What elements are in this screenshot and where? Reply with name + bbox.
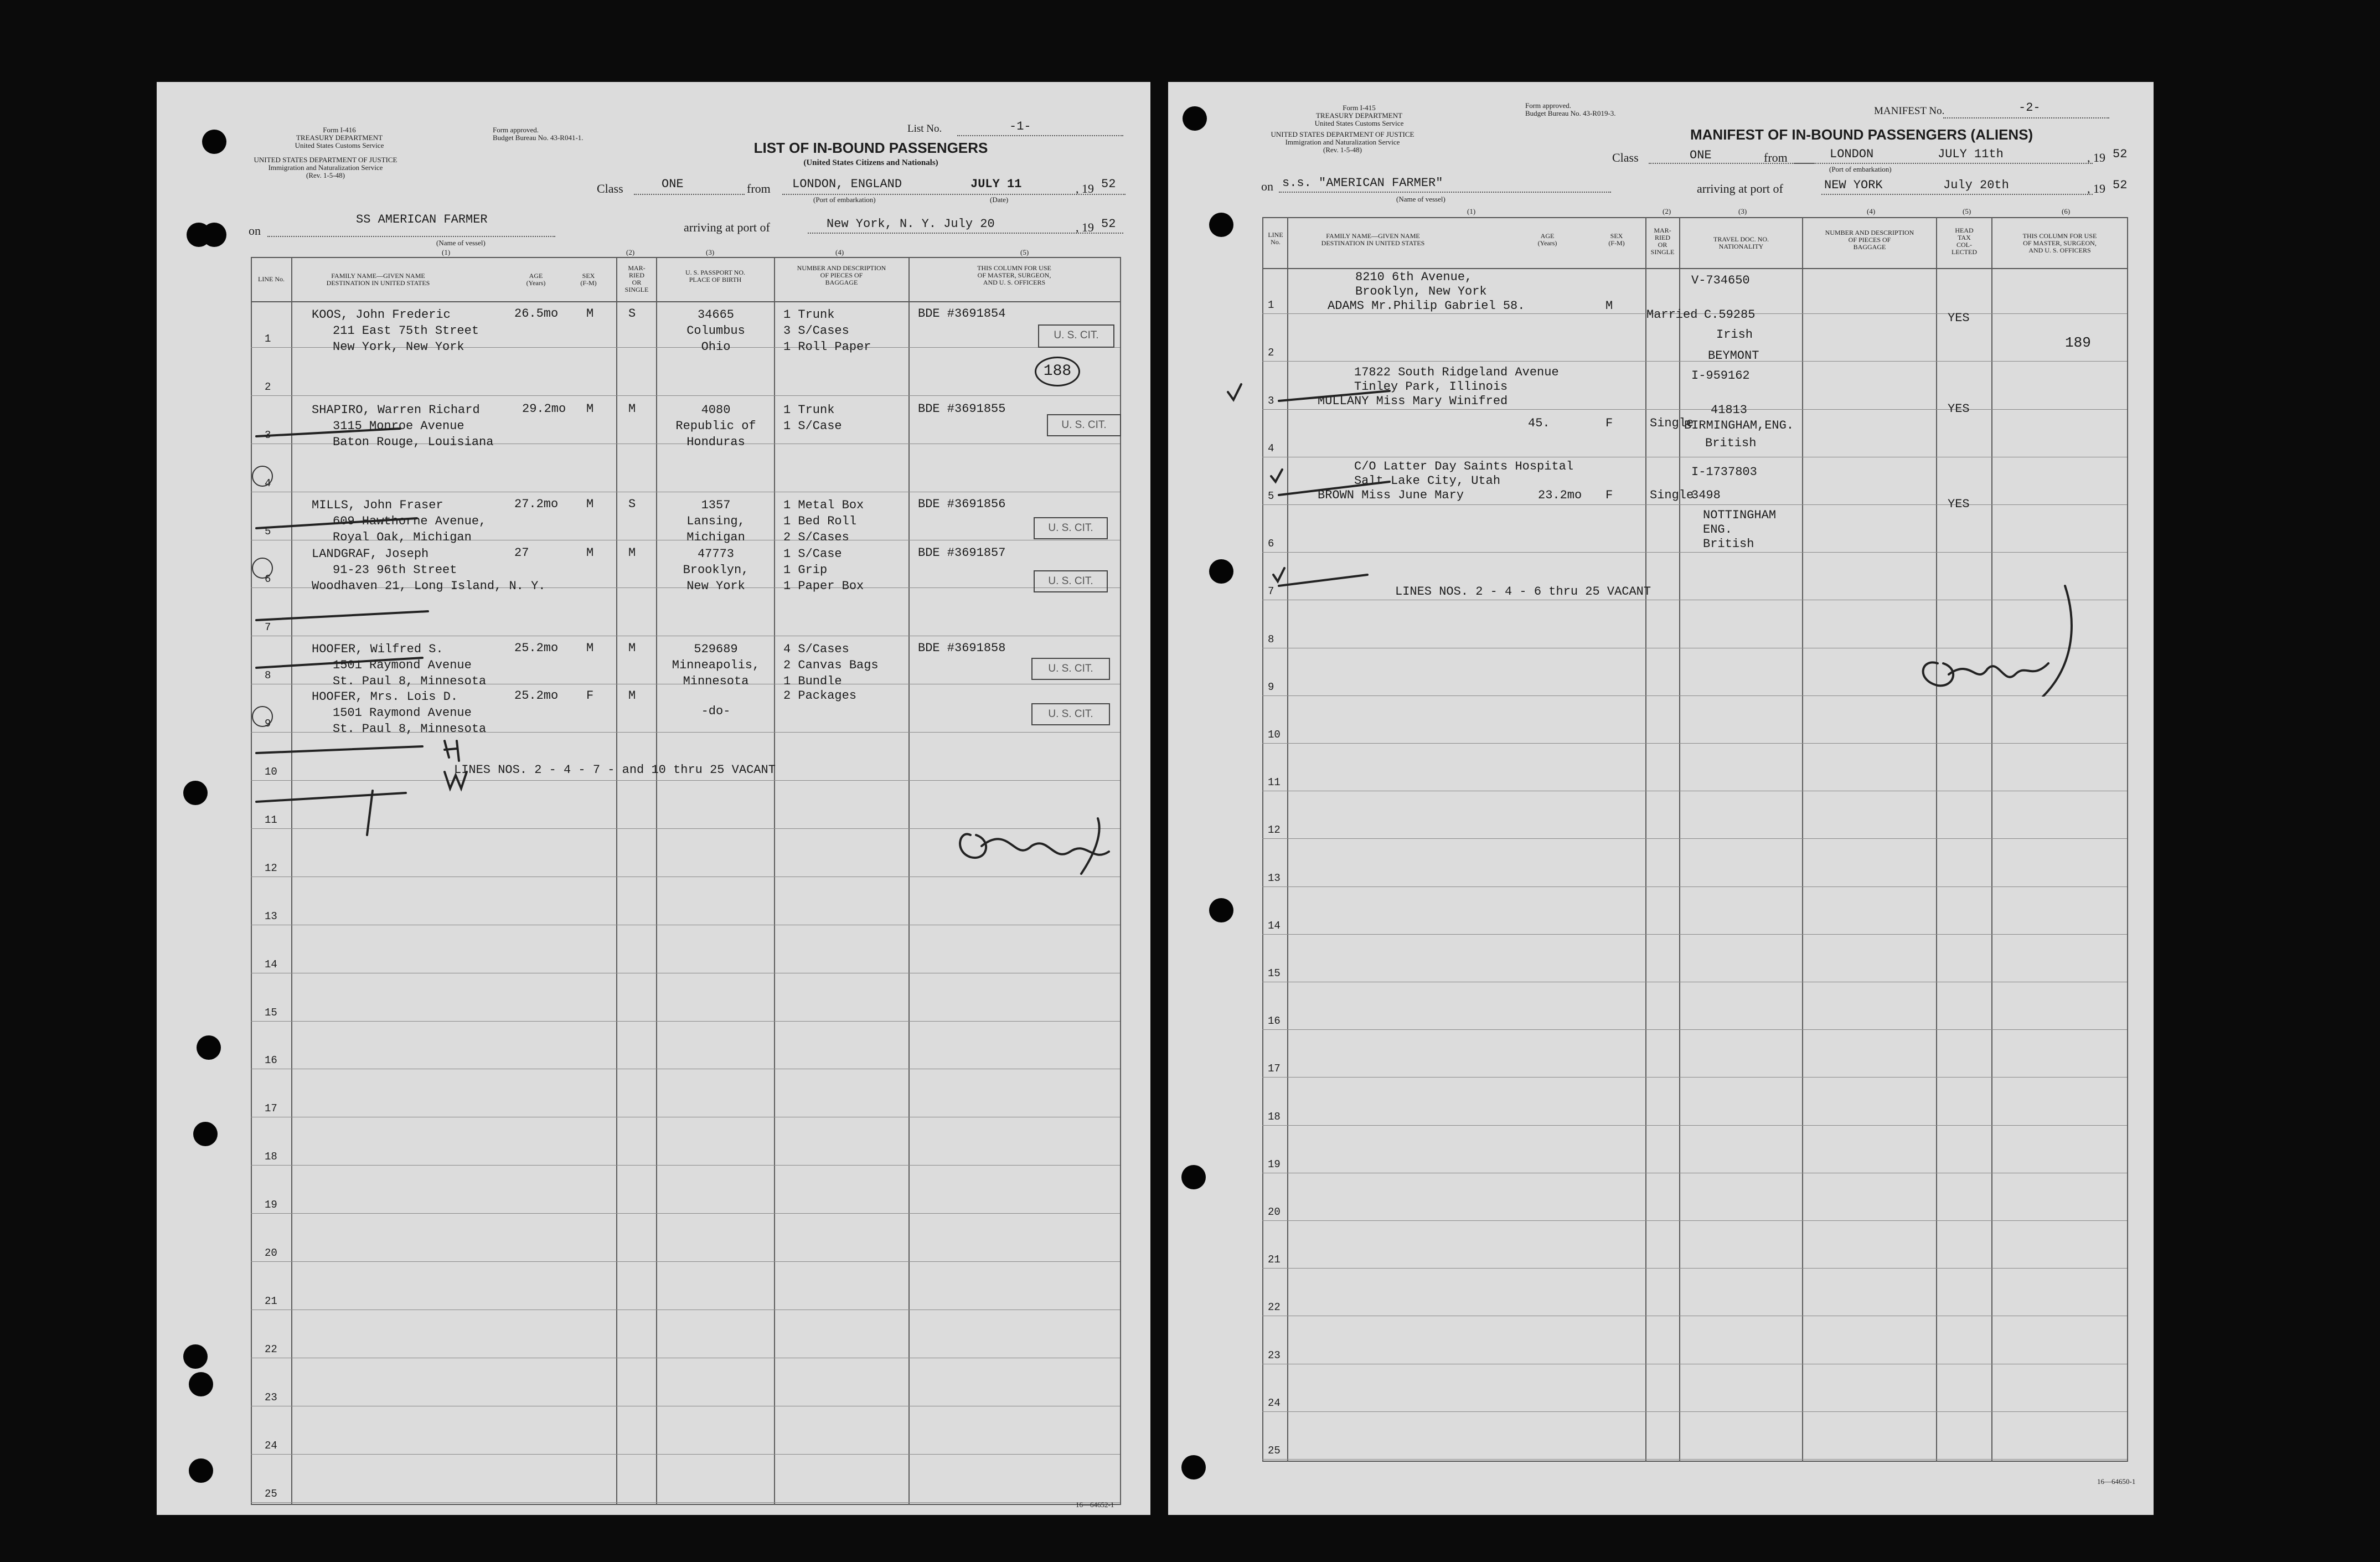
- baggage-item: 1 Paper Box: [783, 579, 864, 593]
- line-number: 15: [1268, 967, 1281, 980]
- baggage-item: 3 S/Cases: [783, 324, 849, 338]
- header-name: FAMILY NAME—GIVEN NAME DESTINATION IN UNITED STATES: [326, 272, 430, 287]
- on-label: on: [249, 224, 261, 238]
- punch-hole: [189, 1458, 213, 1483]
- arriving-label: arriving at port of: [1697, 182, 1783, 195]
- passenger-name: HOOFER, Wilfred S.: [312, 642, 443, 656]
- punch-hole: [1181, 1455, 1206, 1479]
- arrival-port: New York, N. Y. July 20: [827, 217, 995, 231]
- passenger-address: 17822 South Ridgeland Avenue: [1354, 365, 1559, 379]
- passenger-city: Brooklyn, New York: [1355, 285, 1487, 298]
- passport-no: 4080: [701, 403, 731, 417]
- right-manifest-page: [1168, 82, 2154, 1515]
- baggage-item: 4 S/Cases: [783, 642, 849, 656]
- doj-block: [1259, 131, 1426, 154]
- punch-hole: [202, 130, 226, 154]
- baggage-item: 1 Trunk: [783, 308, 835, 322]
- passenger-address: 91-23 96th Street: [333, 563, 457, 577]
- table-row-rule: [1262, 1268, 2127, 1269]
- year: 52: [1101, 177, 1116, 191]
- baggage-item: 1 Bed Roll: [783, 514, 857, 528]
- list-number: -1-: [1009, 120, 1031, 133]
- vessel-name: SS AMERICAN FARMER: [356, 213, 488, 226]
- table-row-rule: [1262, 886, 2127, 887]
- travel-doc-ref: 41813: [1711, 403, 1748, 417]
- baggage-item: 2 Canvas Bags: [783, 658, 879, 672]
- budget-number: Budget Bureau No. 43-R041-1.: [493, 133, 584, 142]
- budget-number: Budget Bureau No. 43-R019-3.: [1525, 109, 1616, 117]
- citizen-stamp: U. S. CIT.: [1034, 517, 1108, 539]
- passenger-marital: S: [628, 307, 636, 321]
- handwritten-marks: [240, 303, 1137, 879]
- passenger-age: 23.2mo: [1538, 488, 1582, 502]
- passenger-age: 25.2mo: [514, 641, 559, 655]
- passenger-address: C/O Latter Day Saints Hospital: [1354, 460, 1574, 473]
- embarkation-port: LONDON: [1830, 147, 1874, 161]
- travel-doc-ref: 3498: [1691, 488, 1721, 502]
- passenger-marital: Single: [1650, 416, 1694, 430]
- travel-doc-no: I-1737803: [1691, 465, 1757, 479]
- header-name: FAMILY NAME—GIVEN NAME DESTINATION IN UNITED STATES: [1321, 232, 1425, 247]
- column-number: (6): [2062, 207, 2071, 215]
- officer-entry: BDE #3691856: [918, 497, 1006, 511]
- department: TREASURY DEPARTMENT: [1315, 111, 1403, 120]
- birth-country: Honduras: [686, 435, 745, 449]
- travel-doc-ref: C.59285: [1704, 308, 1756, 322]
- line-number: 20: [265, 1247, 277, 1259]
- table-row-rule: [1262, 1077, 2127, 1078]
- left-manifest-page: [157, 82, 1150, 1515]
- service: United States Customs Service: [1314, 119, 1404, 127]
- birth-place: BIRMINGHAM,ENG.: [1684, 419, 1794, 432]
- header-head-tax: HEAD TAX COL- LECTED: [1952, 226, 1977, 256]
- line-number: 12: [1268, 824, 1281, 837]
- line-number: 10: [265, 766, 277, 778]
- birth-state: Minnesota: [683, 674, 749, 688]
- passenger-city: St. Paul 8, Minnesota: [333, 674, 487, 688]
- passenger-address: 8210 6th Avenue,: [1355, 270, 1473, 284]
- baggage-item: 1 Bundle: [783, 674, 842, 688]
- table-row-rule: [1262, 743, 2127, 744]
- form-id: Form I-415: [1343, 104, 1376, 112]
- passenger-name: HOOFER, Mrs. Lois D.: [312, 690, 458, 704]
- line-number: 13: [1268, 872, 1281, 884]
- line-number: 22: [1268, 1301, 1281, 1314]
- baggage-item: 2 Packages: [783, 689, 857, 703]
- class-label: Class: [597, 182, 623, 195]
- from-label: from: [1764, 151, 1788, 164]
- line-number: 1: [1268, 299, 1274, 312]
- officer-entry: BDE #3691854: [918, 307, 1006, 321]
- line-number: 25: [1268, 1445, 1281, 1457]
- department: TREASURY DEPARTMENT: [296, 133, 383, 142]
- birth-place: Minneapolis,: [672, 658, 760, 672]
- column-number: (3): [706, 248, 715, 256]
- approval-text: Form approved.: [1525, 101, 1572, 110]
- column-number: (1): [442, 248, 451, 256]
- revision: (Rev. 1-5-48): [306, 171, 345, 179]
- citizen-stamp: U. S. CIT.: [1047, 414, 1121, 436]
- passenger-sex: M: [586, 402, 594, 416]
- header-married: MAR- RIED OR SINGLE: [624, 264, 649, 293]
- passenger-name: MILLS, John Fraser: [312, 498, 443, 512]
- line-number: 16: [265, 1054, 277, 1067]
- column-number: (1): [1467, 207, 1476, 215]
- birth-state: Michigan: [686, 530, 745, 544]
- line-number: 24: [265, 1439, 277, 1452]
- passenger-marital: M: [628, 402, 636, 416]
- header-line-no: LINE No.: [258, 275, 285, 283]
- baggage-item: 1 Trunk: [783, 403, 835, 417]
- page-number-stamp: 188: [1035, 357, 1080, 386]
- punch-hole: [193, 1122, 218, 1146]
- passenger-age: 27: [514, 546, 529, 560]
- line-number: 7: [265, 621, 271, 634]
- line-number: 2: [265, 380, 271, 393]
- passenger-sex: M: [586, 546, 594, 560]
- passenger-name: KOOS, John Frederic: [312, 308, 451, 322]
- service: United States Customs Service: [295, 141, 384, 150]
- line-number: 3: [1268, 394, 1274, 407]
- line-number: 23: [1268, 1349, 1281, 1362]
- baggage-item: 1 S/Case: [783, 547, 842, 561]
- punch-hole: [183, 781, 208, 805]
- citizen-stamp: U. S. CIT.: [1031, 703, 1110, 725]
- table-row-rule: [251, 1454, 1120, 1455]
- passenger-address: 609 Hawthorne Avenue,: [333, 514, 487, 528]
- header-officers: THIS COLUMN FOR USE OF MASTER, SURGEON, AND U. S. OFFICERS: [977, 264, 1051, 286]
- form-footer-code: 16—64652-1: [1076, 1501, 1114, 1509]
- passport-no: -do-: [701, 704, 731, 718]
- line-number: 19: [265, 1199, 277, 1212]
- line-number: 5: [1268, 490, 1274, 502]
- passenger-sex: F: [1605, 416, 1613, 430]
- line-number: 4: [1268, 442, 1274, 455]
- passenger-city: Woodhaven 21, Long Island, N. Y.: [312, 579, 546, 593]
- line-number: 13: [265, 910, 277, 922]
- officer-entry: BDE #3691858: [918, 641, 1006, 655]
- baggage-item: 1 Grip: [783, 563, 828, 577]
- header-married: MAR- RIED OR SINGLE: [1650, 226, 1675, 256]
- punch-hole: [202, 223, 226, 247]
- embarkation-date: JULY 11th: [1938, 147, 2004, 161]
- header-age: AGE (Years): [1537, 232, 1557, 247]
- column-number: (2): [626, 248, 635, 256]
- embarkation-caption: (Port of embarkation): [1829, 165, 1892, 173]
- passenger-marital: M: [628, 546, 636, 560]
- passenger-city: St. Paul 8, Minnesota: [333, 722, 487, 736]
- ins-text: Immigration and Naturalization Service: [268, 163, 383, 172]
- passport-no: 1357: [701, 498, 731, 512]
- officer-entry: BDE #3691857: [918, 546, 1006, 560]
- column-number: (5): [1020, 248, 1029, 256]
- approval-block: [493, 126, 584, 142]
- class-value: ONE: [1690, 148, 1712, 162]
- column-number: (4): [835, 248, 844, 256]
- baggage-item: 1 Roll Paper: [783, 340, 871, 354]
- birth-state: New York: [686, 579, 745, 593]
- line-number: 4: [265, 477, 271, 489]
- vessel-caption: (Name of vessel): [436, 239, 486, 247]
- arrival-date: July 20th: [1943, 178, 2009, 192]
- line-number: 23: [265, 1391, 277, 1404]
- vessel-name: s.s. "AMERICAN FARMER": [1282, 176, 1443, 190]
- passport-no: 34665: [697, 308, 734, 322]
- citizen-stamp: U. S. CIT.: [1031, 658, 1110, 680]
- birth-place: NOTTINGHAM: [1703, 508, 1777, 522]
- passenger-name: LANDGRAF, Joseph: [312, 547, 429, 561]
- passenger-age: 29.2mo: [522, 402, 566, 416]
- header-passport: U. S. PASSPORT NO. PLACE OF BIRTH: [685, 269, 745, 283]
- passenger-sex: F: [586, 689, 594, 703]
- passenger-age: 26.5mo: [514, 307, 559, 321]
- page-subtitle: (United States Citizens and Nationals): [803, 158, 938, 167]
- manifest-number: -2-: [2018, 101, 2041, 115]
- passenger-name: BROWN Miss June Mary: [1318, 488, 1464, 502]
- birth-place: Brooklyn,: [683, 563, 749, 577]
- form-header-block: [1298, 104, 1420, 127]
- line-number: 19: [1268, 1158, 1281, 1171]
- passenger-marital: M: [628, 641, 636, 655]
- punch-hole: [197, 1035, 221, 1060]
- punch-hole: [189, 1372, 213, 1396]
- year-prefix: , 19: [2087, 151, 2105, 164]
- passenger-sex: M: [586, 307, 594, 321]
- line-number: 1: [265, 332, 271, 345]
- passenger-address: 211 East 75th Street: [333, 324, 479, 338]
- passenger-marital: Married: [1646, 308, 1698, 322]
- table-row-rule: [251, 1165, 1120, 1166]
- embarkation-caption: (Port of embarkation): [813, 195, 876, 204]
- line-number: 9: [265, 718, 271, 730]
- header-baggage: NUMBER AND DESCRIPTION OF PIECES OF BAGGAGE: [1825, 229, 1914, 251]
- line-number: 7: [1268, 585, 1274, 598]
- line-number: 12: [265, 862, 277, 874]
- header-travel-doc: TRAVEL DOC. NO. NATIONALITY: [1713, 235, 1769, 250]
- line-number: 6: [1268, 538, 1274, 550]
- header-sex: SEX (F-M): [580, 272, 597, 287]
- nationality: British: [1703, 537, 1754, 551]
- approval-block: [1525, 102, 1616, 117]
- table-row-rule: [1262, 1125, 2127, 1126]
- passenger-address: 1501 Raymond Avenue: [333, 706, 472, 720]
- line-number: 20: [1268, 1206, 1281, 1218]
- column-number: (3): [1738, 207, 1747, 215]
- embarkation-port: LONDON, ENGLAND: [792, 177, 902, 191]
- table-row-rule: [1262, 1029, 2127, 1030]
- birth-place: Columbus: [686, 324, 745, 338]
- passenger-sex: F: [1605, 488, 1613, 502]
- line-number: 2: [1268, 347, 1274, 359]
- arrival-port: NEW YORK: [1824, 178, 1883, 192]
- line-number: 25: [265, 1487, 277, 1500]
- arrival-year: 52: [1101, 217, 1116, 231]
- line-number: 3: [265, 429, 271, 441]
- passenger-city: Baton Rouge, Louisiana: [333, 435, 494, 449]
- travel-doc-no: V-734650: [1691, 274, 1750, 287]
- form-id: Form I-416: [323, 126, 356, 134]
- doj-block: [251, 156, 400, 179]
- list-no-label: List No.: [907, 123, 942, 135]
- passenger-age: 45.: [1528, 416, 1550, 430]
- table-row-rule: [1262, 1220, 2127, 1221]
- embarkation-date: JULY 11: [970, 177, 1022, 191]
- passenger-city: Royal Oak, Michigan: [333, 530, 472, 544]
- passenger-marital: M: [628, 689, 636, 703]
- passenger-address: 3115 Monroe Avenue: [333, 419, 464, 433]
- year-prefix: , 19: [2087, 182, 2105, 195]
- officer-entry: BDE #3691855: [918, 402, 1006, 416]
- passenger-age: 27.2mo: [514, 497, 559, 511]
- date-caption: (Date): [990, 195, 1009, 204]
- punch-hole: [1209, 898, 1233, 922]
- line-number: 21: [1268, 1254, 1281, 1266]
- baggage-item: 1 S/Case: [783, 419, 842, 433]
- class-label: Class: [1612, 151, 1639, 164]
- header-sex: SEX (F-M): [1608, 232, 1625, 247]
- header-age: AGE (Years): [526, 272, 546, 287]
- birth-place: Lansing,: [686, 514, 745, 528]
- nationality: British: [1705, 436, 1757, 450]
- doj-text: UNITED STATES DEPARTMENT OF JUSTICE: [1271, 130, 1414, 138]
- birth-country: ENG.: [1703, 523, 1732, 537]
- passenger-address: 1501 Raymond Avenue: [333, 658, 472, 672]
- from-label: from: [747, 182, 771, 195]
- punch-hole: [183, 1344, 208, 1369]
- birth-state: Ohio: [701, 340, 731, 354]
- form-footer-code: 16—64650-1: [2097, 1477, 2136, 1486]
- ins-text: Immigration and Naturalization Service: [1285, 138, 1400, 146]
- punch-hole: [1181, 1165, 1206, 1189]
- citizen-stamp: U. S. CIT.: [1034, 570, 1108, 592]
- baggage-item: 2 S/Cases: [783, 530, 849, 544]
- form-header-block: [278, 126, 400, 150]
- line-number: 17: [1268, 1063, 1281, 1075]
- head-tax-collected: YES: [1948, 402, 1970, 416]
- handwritten-marks: [1223, 276, 2131, 697]
- line-number: 6: [265, 573, 271, 586]
- table-row-rule: [251, 1261, 1120, 1262]
- line-number: 9: [1268, 681, 1274, 693]
- line-number: 15: [265, 1006, 277, 1019]
- passport-no: 529689: [694, 642, 738, 656]
- nationality: Irish: [1716, 328, 1753, 342]
- header-officers: THIS COLUMN FOR USE OF MASTER, SURGEON, AND U. S. OFFICERS: [2022, 232, 2097, 254]
- line-number: 22: [265, 1343, 277, 1355]
- passport-no: 47773: [697, 547, 734, 561]
- passenger-age: 25.2mo: [514, 689, 559, 703]
- passenger-name: MULLANY Miss Mary Winifred: [1318, 394, 1508, 408]
- line-number: 11: [265, 813, 277, 826]
- arrival-year: 52: [2113, 178, 2128, 192]
- line-number: 18: [265, 1151, 277, 1163]
- line-number: 8: [265, 669, 271, 682]
- table-row-rule: [1262, 838, 2127, 839]
- vessel-caption: (Name of vessel): [1396, 195, 1445, 203]
- line-number: 8: [1268, 633, 1274, 646]
- table-row-rule: [251, 1213, 1120, 1214]
- passenger-name: SHAPIRO, Warren Richard: [312, 403, 480, 417]
- line-number: 14: [1268, 919, 1281, 932]
- year-prefix: , 19: [1076, 182, 1094, 195]
- doj-text: UNITED STATES DEPARTMENT OF JUSTICE: [254, 156, 397, 164]
- passenger-city: Tinley Park, Illinois: [1354, 380, 1508, 394]
- page-number: 189: [2065, 334, 2091, 351]
- column-number: (5): [1963, 207, 1971, 215]
- line-number: 17: [265, 1102, 277, 1115]
- class-value: ONE: [662, 177, 684, 191]
- approval-text: Form approved.: [493, 126, 539, 134]
- table-row-rule: [1262, 934, 2127, 935]
- passenger-name: ADAMS Mr.Philip Gabriel 58.: [1328, 299, 1525, 313]
- line-number: 18: [1268, 1110, 1281, 1123]
- passenger-sex: M: [586, 497, 594, 511]
- manifest-no-label: MANIFEST No.: [1874, 105, 1945, 117]
- arriving-label: arriving at port of: [684, 220, 770, 234]
- passenger-marital: S: [628, 497, 636, 511]
- header-baggage: NUMBER AND DESCRIPTION OF PIECES OF BAGGAGE: [797, 264, 886, 286]
- vacant-lines-note: LINES NOS. 2 - 4 - 7 - and 10 thru 25 VACANT: [454, 763, 776, 777]
- head-tax-collected: YES: [1948, 497, 1970, 511]
- punch-hole: [1209, 213, 1233, 237]
- table-row-rule: [251, 1502, 1120, 1503]
- table-row-rule: [1262, 1411, 2127, 1412]
- punch-hole: [1183, 106, 1207, 131]
- head-tax-collected: YES: [1948, 311, 1970, 325]
- line-number: 5: [265, 525, 271, 538]
- travel-doc-no: I-959162: [1691, 369, 1750, 383]
- column-number: (2): [1663, 207, 1671, 215]
- passenger-sex: M: [586, 641, 594, 655]
- birth-place: BEYMONT: [1708, 349, 1759, 363]
- passenger-marital: Single: [1650, 488, 1694, 502]
- line-number: 14: [265, 958, 277, 971]
- year-prefix: , 19: [1076, 220, 1094, 234]
- baggage-item: 1 Metal Box: [783, 498, 864, 512]
- year: 52: [2113, 147, 2128, 161]
- line-number: 10: [1268, 729, 1281, 741]
- table-row-rule: [1262, 1459, 2127, 1460]
- on-label: on: [1261, 179, 1273, 193]
- citizen-stamp: U. S. CIT.: [1038, 324, 1114, 348]
- line-number: 24: [1268, 1396, 1281, 1409]
- passenger-city: New York, New York: [333, 340, 464, 354]
- column-number: (4): [1867, 207, 1876, 215]
- header-line-no: LINE No.: [1268, 231, 1283, 246]
- passenger-city: Salt Lake City, Utah: [1354, 474, 1501, 488]
- table-row-rule: [251, 1021, 1120, 1022]
- line-number: 11: [1268, 776, 1281, 789]
- line-number: 21: [265, 1295, 277, 1307]
- page-title: MANIFEST OF IN-BOUND PASSENGERS (ALIENS): [1690, 126, 2033, 143]
- birth-place: Republic of: [675, 419, 756, 433]
- vacant-lines-note: LINES NOS. 2 - 4 - 6 thru 25 VACANT: [1395, 585, 1651, 599]
- revision: (Rev. 1-5-48): [1323, 146, 1362, 154]
- line-number: 16: [1268, 1015, 1281, 1028]
- passenger-sex: M: [1605, 299, 1613, 313]
- page-title: LIST OF IN-BOUND PASSENGERS: [753, 140, 988, 156]
